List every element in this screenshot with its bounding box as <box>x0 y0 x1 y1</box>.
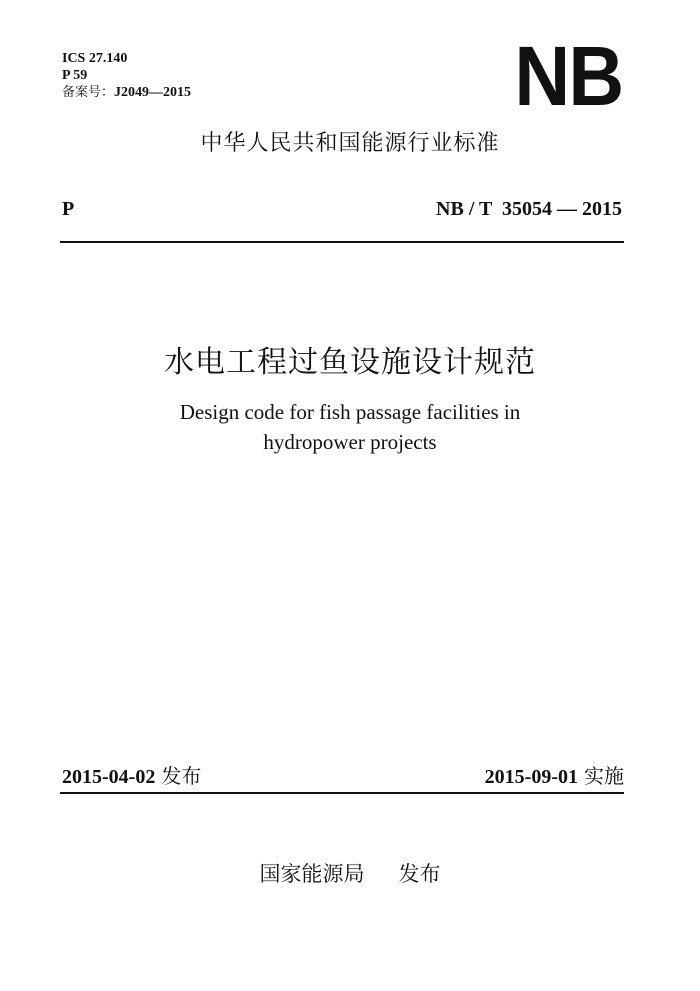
title-en-line-1: Design code for fish passage facilities in <box>179 400 521 424</box>
document-title-en <box>0 397 700 457</box>
issue-date <box>62 760 201 789</box>
implementation-date <box>485 760 624 789</box>
document-title-cn: 水电工程过鱼设施设计规范 <box>164 345 536 380</box>
document-metadata <box>62 50 191 101</box>
ics-code: ICS 27.140 <box>62 51 128 66</box>
record-number <box>62 84 191 101</box>
bottom-divider <box>60 792 624 794</box>
classification-code: P 59 <box>62 68 88 83</box>
publisher <box>0 858 700 888</box>
publisher-action: 发布 <box>398 862 441 886</box>
issue-label: 发布 <box>161 764 202 788</box>
top-divider <box>60 241 624 243</box>
title-en-line-2: hydropower projects <box>263 430 437 454</box>
impl-date-value: 2015-09-01 <box>484 766 578 788</box>
issue-date-value: 2015-04-02 <box>62 766 156 788</box>
nb-logo: NB <box>514 29 622 123</box>
class-code: P <box>62 198 75 220</box>
impl-label: 实施 <box>584 764 624 788</box>
standard-number: NB / T 35054 — 2015 <box>436 198 622 220</box>
industry-standard-title: 中华人民共和国能源行业标准 <box>200 131 500 156</box>
publisher-name: 国家能源局 <box>259 862 365 886</box>
record-value: J2049—2015 <box>114 85 192 100</box>
record-label: 备案号： <box>62 85 115 100</box>
